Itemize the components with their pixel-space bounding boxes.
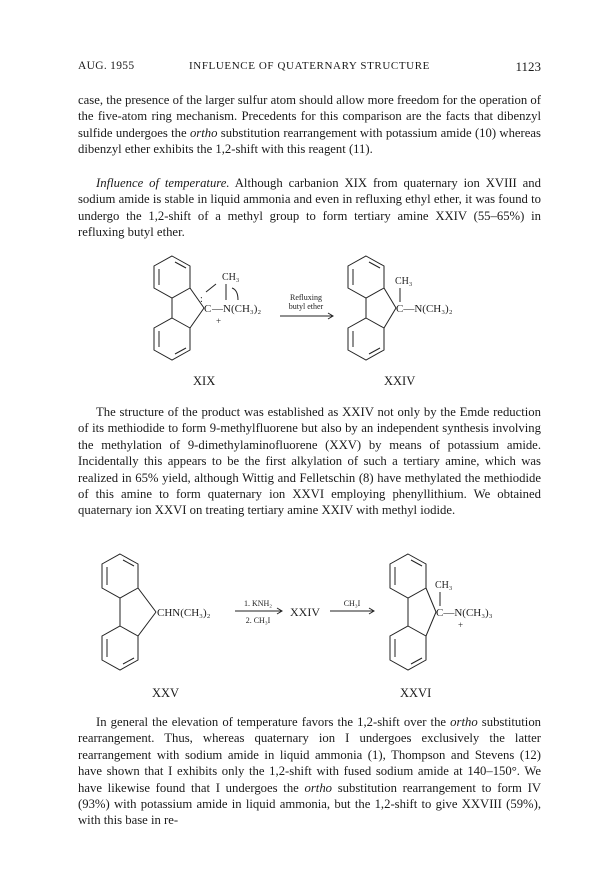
methyl-right: CH₃ — [395, 276, 413, 287]
paragraph-4: In general the elevation of temperature favors the 1,2-shift over the ortho substitution rearrangement. Thus, whereas quaternary ion I undergoes exclusively the latter rearrangement with sodium amide in liquid ammonia (1), Thompson and Stevens (12) have shown that I exhibits only the 1,2-shift with fused sodium amide at 140–150°. We have likewise found that I undergoes the ortho substitution rearrangement to form IV (93%) with potassium amide in liquid ammonia, but the 1,2-shift to give XXVIII (59%), with this base in re- — [78, 715, 542, 828]
methyl-iodide-reagent: CH₃I — [343, 599, 361, 608]
reagent-step-1: 1. KNH₂ — [243, 599, 273, 608]
nitrogen-group: —N(CH₃)₂ — [212, 303, 262, 315]
svg-text:+: + — [458, 620, 464, 630]
header-date: AUG. 1955 — [78, 60, 135, 72]
paragraph-3: The structure of the product was established as XXIV not only by the Emde reduction of its methiodide to form 9-methylfluorene but also by an independent synthesis involving the methylation of 9-dimethylaminofluorene (XXV) by means of potassium amide. Incidentally this appears to be the first alkylation of such a tertiary amine, which was realized in 65% yield, although Wittig and Felletschin (8) have methylated the methiodide of this amine to form quaternary ion XXVI employing phenyllithium. We obtained quaternary ion XXVI on treating tertiary amine XXIV with methyl iodide. — [78, 405, 541, 518]
arrow-condition-2: butyl ether — [288, 302, 324, 311]
amine-group-right: C—N(CH₃)₂ — [396, 303, 453, 315]
fluorene-structure-xxv — [102, 554, 156, 670]
paragraph-1: case, the presence of the larger sulfur atom should allow more freedom for the operation of the five-atom ring mechanism. Precedents for this comparison are the facts that dibenzyl sulfide undergoes the ortho substitution rearrangement with potassium amide (10) whereas dibenzyl ether exhibits the 1,2-shift with this reagent (11). — [78, 93, 541, 157]
trimethylammonium-group: C—N(CH₃)₃ — [436, 607, 493, 619]
dimethylamino-group: CHN(CH₃)₂ — [157, 607, 211, 619]
fluorene-structure-right — [348, 256, 396, 360]
compound-label-xix: XIX — [193, 374, 216, 388]
arrow-condition-1: Refluxing — [290, 293, 322, 302]
methyl-xxvi: CH₃ — [435, 580, 453, 591]
reagent-step-2: 2. CH₃I — [245, 616, 271, 625]
intermediate-xxiv: XXIV — [290, 605, 320, 619]
page-number: 1123 — [515, 59, 541, 74]
methyl-left: CH₃ — [222, 272, 240, 283]
reaction-scheme-2 — [90, 548, 530, 688]
svg-text:+: + — [216, 316, 222, 326]
paragraph-2: Influence of temperature. Although carbanion XIX from quaternary ion XVIII and sodium amide is stable in liquid ammonia and even in refluxing ethyl ether, it was found to undergo the 1,2-shift of a methyl group to form tertiary amine XXIV (55–65%) in refluxing butyl ether. — [78, 176, 541, 240]
reaction-scheme-1 — [130, 250, 480, 370]
fluorene-structure-left — [154, 256, 204, 360]
svg-text::: : — [200, 294, 203, 305]
section-heading: Influence of temperature. — [96, 176, 230, 190]
compound-label-xxv: XXV — [152, 686, 180, 700]
carbanion-c: C — [204, 303, 212, 315]
fluorene-structure-xxvi — [390, 554, 436, 670]
header-title: INFLUENCE OF QUATERNARY STRUCTURE — [189, 60, 430, 72]
compound-label-xxvi: XXVI — [400, 686, 432, 700]
compound-label-xxiv: XXIV — [384, 374, 416, 388]
